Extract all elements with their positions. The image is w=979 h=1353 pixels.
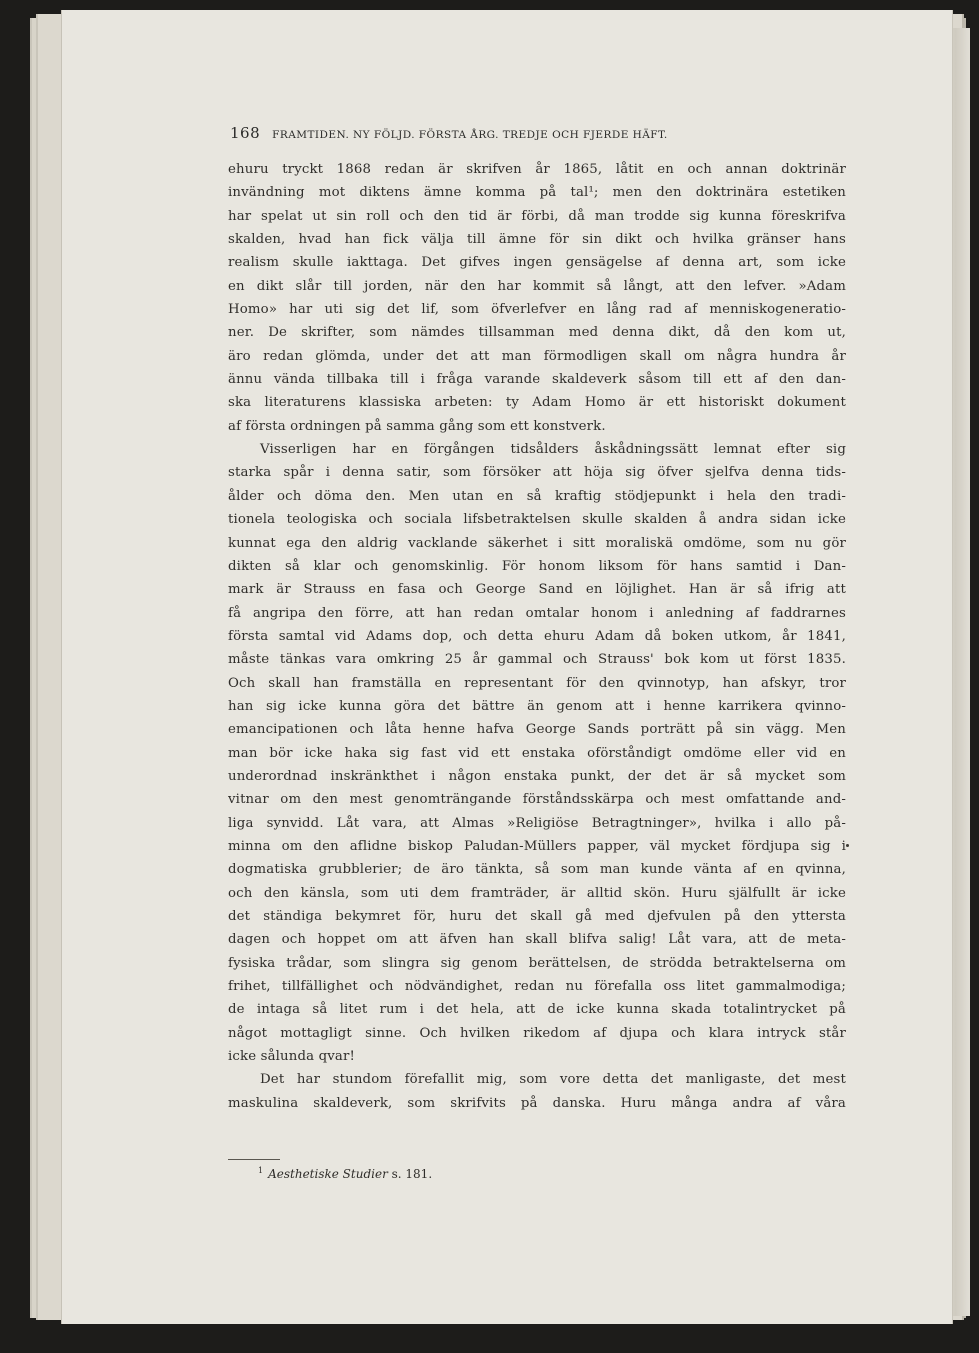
- body-line-8: ner. De skrifter, som nämdes tillsamman med denna dikt, då den kom ut,: [228, 325, 846, 341]
- body-line-29: liga synvidd. Låt vara, att Almas »Religiöse Betragtninger», hvilka i allo på-: [228, 815, 846, 831]
- body-line-13: Visserligen har en förgången tidsålders åskådningssätt lemnat efter sig: [260, 442, 846, 458]
- page-header: [230, 124, 845, 146]
- body-line-17: kunnat ega den aldrig vacklande säkerhet i sitt moraliskä omdöme, som nu gör: [228, 535, 846, 551]
- body-line-23: Och skall han framställa en representant för den qvinnotyp, han afskyr, tror: [228, 675, 846, 691]
- body-line-26: man bör icke haka sig fast vid ett enstaka oförståndigt omdöme eller vid en: [228, 745, 846, 761]
- footnote-divider: [228, 1159, 280, 1160]
- body-line-41: maskulina skaldeverk, som skrifvits på danska. Huru många andra af våra: [228, 1095, 846, 1111]
- footnote-marker: 1: [258, 1166, 264, 1175]
- body-line-35: fysiska trådar, som slingra sig genom berättelsen, de strödda betraktelserna om: [228, 955, 846, 971]
- body-line-11: ska literaturens klassiska arbeten: ty Adam Homo är ett historiskt dokument: [228, 395, 846, 411]
- body-line-28: vitnar om den mest genomträngande förståndsskärpa och mest omfattande and-: [228, 792, 846, 808]
- body-line-15: ålder och döma den. Men utan en så kraftig stödjepunkt i hela den tradi-: [228, 488, 846, 504]
- body-line-37: de intaga så litet rum i det hela, att de icke kunna skada totalintrycket på: [228, 1002, 846, 1018]
- body-line-36: frihet, tillfällighet och nödvändighet, redan nu förefalla oss litet gammalmodiga;: [228, 979, 846, 995]
- body-line-20: få angripa den förre, att han redan omtalar honom i anledning af faddrarnes: [228, 605, 846, 621]
- body-line-18: dikten så klar och genomskinlig. För honom liksom för hans samtid i Dan-: [228, 558, 846, 574]
- body-text: [228, 158, 846, 1115]
- body-line-6: en dikt slår till jorden, när den har kommit så långt, att den lefver. »Adam: [228, 278, 846, 294]
- body-line-16: tionela teologiska och sociala lifsbetraktelsen skulle skalden å andra sidan icke: [228, 512, 846, 528]
- body-line-27: underordnad inskränkthet i någon enstaka punkt, der det är så mycket som: [228, 768, 846, 784]
- page-number: 168: [230, 124, 261, 142]
- body-line-10: ännu vända tillbaka till i fråga varande skaldeverk såsom till ett af den dan-: [228, 372, 846, 388]
- body-line-21: första samtal vid Adams dop, och detta ehuru Adam då boken utkom, år 1841,: [228, 628, 846, 644]
- body-line-3: har spelat ut sin roll och den tid är förbi, då man trodde sig kunna föreskrifva: [228, 208, 846, 224]
- body-line-4: skalden, hvad han fick välja till ämne för sin dikt och hvilka gränser hans: [228, 232, 846, 248]
- body-line-12: af första ordningen på samma gång som ett konstverk.: [228, 418, 606, 434]
- body-line-14: starka spår i denna satir, som försöker att höja sig öfver sjelfva denna tids-: [228, 465, 846, 481]
- body-line-40: Det har stundom förefallit mig, som vore detta det manligaste, det mest: [260, 1072, 846, 1088]
- body-line-22: måste tänkas vara omkring 25 år gammal och Strauss' bok kom ut först 1835.: [228, 652, 846, 668]
- body-line-33: det ständiga bekymret för, huru det skall gå med djefvulen på den yttersta: [228, 909, 846, 924]
- body-line-34: dagen och hoppet om att äfven han skall blifva salig! Låt vara, att de meta-: [228, 932, 846, 948]
- body-line-32: och den känsla, som uti dem framträder, är alltid skön. Huru själfullt är icke: [228, 885, 846, 901]
- body-line-25: emancipationen och låta henne hafva George Sands porträtt på sin vägg. Men: [228, 722, 846, 738]
- body-line-5: realism skulle iakttaga. Det gifves ingen gensägelse af denna art, som icke: [228, 255, 846, 271]
- footnote-reference: s. 181.: [387, 1167, 433, 1181]
- body-line-31: dogmatiska grubblerier; de äro tänkta, så som man kunde vänta af en qvinna,: [228, 862, 846, 878]
- paper-speck: [846, 844, 849, 847]
- body-line-24: han sig icke kunna göra det bättre än genom att i henne karrikera qvinno-: [228, 698, 846, 714]
- footnote-title: Aesthetiske Studier: [268, 1167, 388, 1181]
- body-line-39: icke sålunda qvar!: [228, 1049, 356, 1065]
- running-head: FRAMTIDEN. NY FÖLJD. FÖRSTA ÅRG. TREDJE OCH FJERDE HÄFT.: [272, 129, 668, 141]
- body-line-9: äro redan glömda, under det att man förmodligen skall om några hundra år: [228, 348, 846, 364]
- body-line-38: något mottagligt sinne. Och hvilken rikedom af djupa och klara intryck står: [228, 1025, 846, 1041]
- body-line-2: invändning mot diktens ämne komma på tal¹; men den doktrinära estetiken: [228, 185, 846, 201]
- body-line-7: Homo» har uti sig det lif, som öfverlefver en lång rad af menniskogeneratio-: [228, 302, 846, 318]
- body-line-19: mark är Strauss en fasa och George Sand en löjlighet. Han är så ifrig att: [228, 582, 846, 598]
- body-line-30: minna om den aflidne biskop Paludan-Müllers papper, väl mycket fördjupa sig i: [228, 838, 846, 854]
- body-line-1: ehuru tryckt 1868 redan är skrifven år 1865, låtit en och annan doktrinär: [228, 162, 846, 177]
- footnote: [258, 1166, 432, 1181]
